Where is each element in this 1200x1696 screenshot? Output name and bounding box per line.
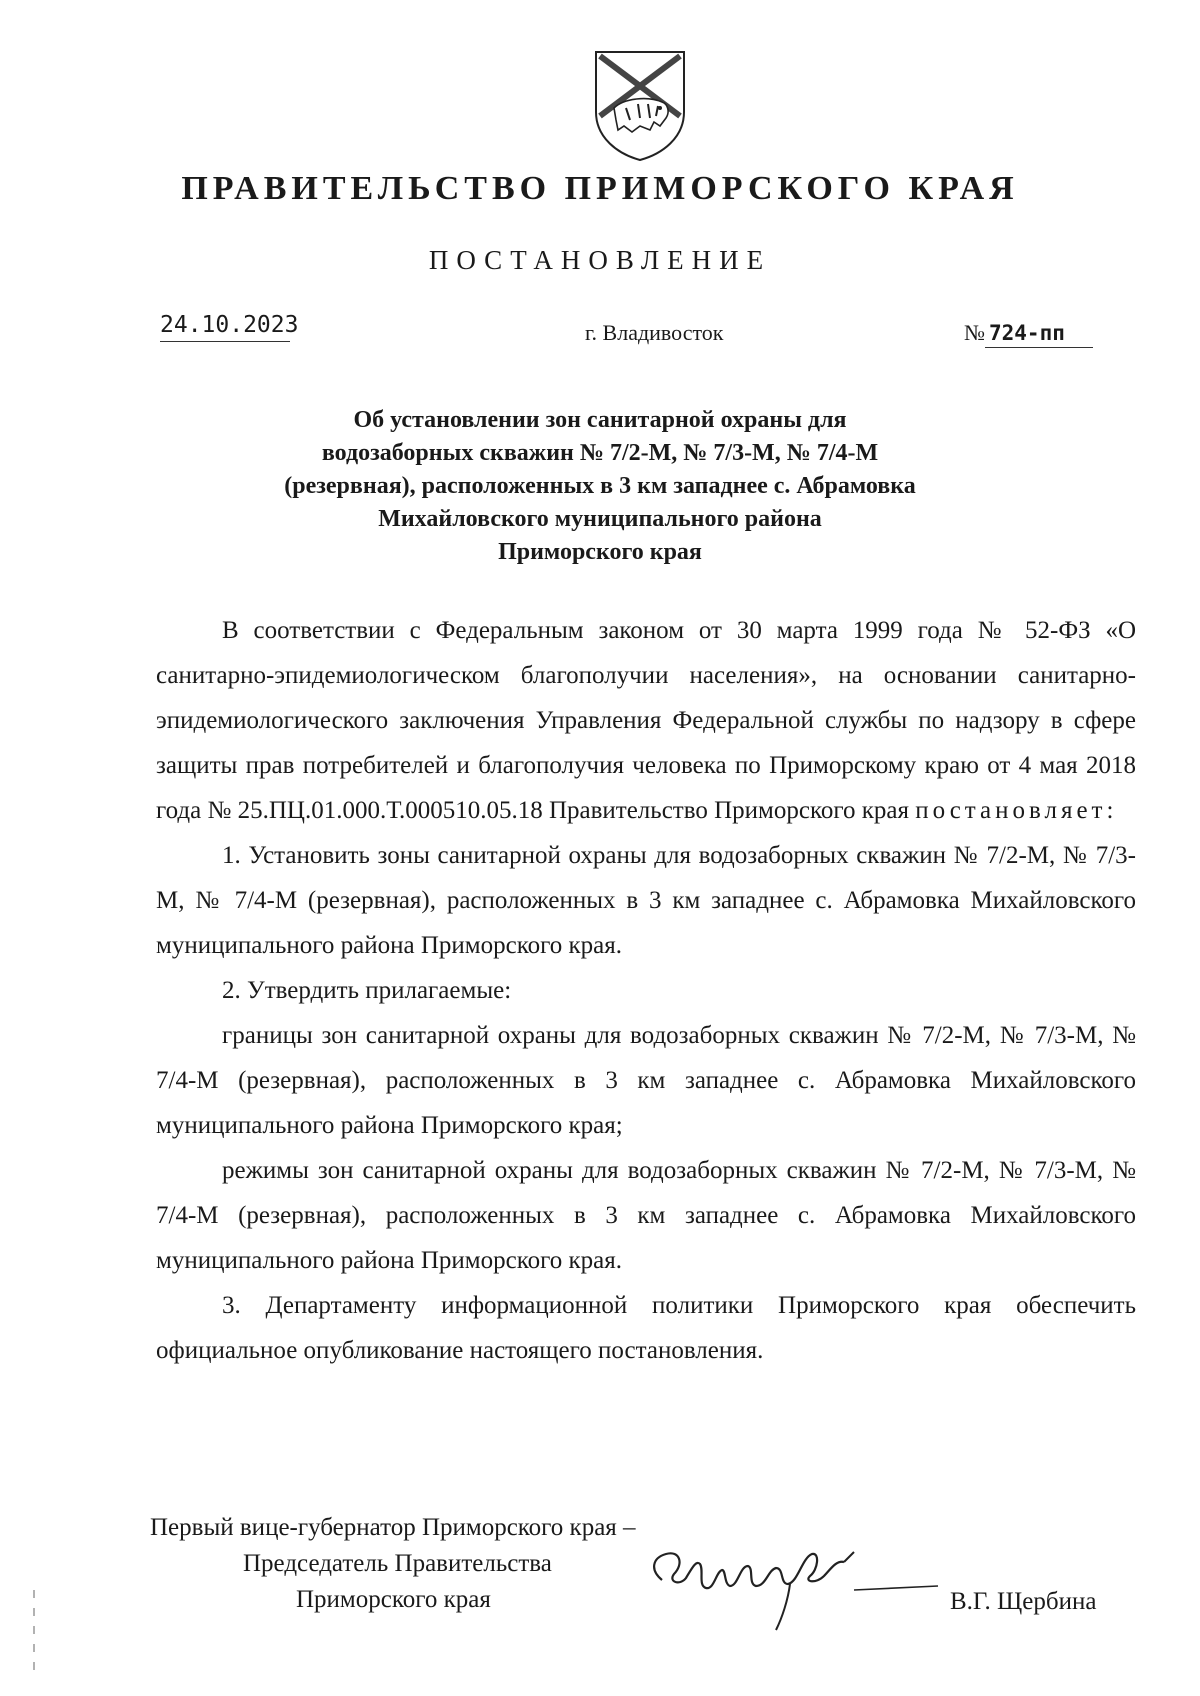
subject-line: Михайловского муниципального района bbox=[378, 506, 822, 532]
document-body bbox=[156, 608, 1136, 1373]
coat-of-arms-icon bbox=[590, 46, 690, 164]
number-prefix: № bbox=[964, 320, 985, 345]
subject-line: (резервная), расположенных в 3 км западнее с. Абрамовка bbox=[284, 473, 916, 499]
document-number bbox=[964, 320, 1093, 346]
handwritten-signature bbox=[640, 1530, 940, 1640]
item-2-paragraph: 2. Утвердить прилагаемые: bbox=[222, 977, 512, 1004]
document-date: 24.10.2023 bbox=[160, 312, 290, 342]
document-city: г. Владивосток bbox=[585, 320, 724, 345]
item-1-paragraph: 1. Установить зоны санитарной охраны для водозаборных скважин № 7/2-М, № 7/3-М, № 7/4-М (резервная), расположенных в 3 км западнее с. Абрамовка Михайловского муниципального района Приморского края. bbox=[156, 842, 1136, 959]
document-subject bbox=[200, 404, 1000, 569]
subject-line: водозаборных скважин № 7/2-М, № 7/3-М, № 7/4-М bbox=[321, 440, 879, 466]
margin-marks bbox=[32, 1590, 36, 1680]
signatory-name: В.Г. Щербина bbox=[950, 1588, 1097, 1615]
government-title: ПРАВИТЕЛЬСТВО ПРИМОРСКОГО КРАЯ bbox=[181, 170, 1019, 207]
item-3-paragraph: 3. Департаменту информационной политики Приморского края обеспечить официальное опубликование настоящего постановления. bbox=[156, 1292, 1136, 1364]
position-line: Председатель Правительства bbox=[243, 1550, 552, 1577]
subject-line: Об установлении зон санитарной охраны для bbox=[353, 407, 847, 433]
subject-line: Приморского края bbox=[498, 539, 702, 565]
preamble-paragraph bbox=[156, 608, 1136, 833]
item-2a-paragraph: границы зон санитарной охраны для водозаборных скважин № 7/2-М, № 7/3-М, № 7/4-М (резервная), расположенных в 3 км западнее с. Абрамовка Михайловского муниципального района Приморского края; bbox=[156, 1022, 1136, 1139]
item-2b-paragraph: режимы зон санитарной охраны для водозаборных скважин № 7/2-М, № 7/3-М, № 7/4-М (резервная), расположенных в 3 км западнее с. Абрамовка Михайловского муниципального района Приморского края. bbox=[156, 1157, 1136, 1274]
document-type: ПОСТАНОВЛЕНИЕ bbox=[428, 245, 772, 275]
resolves-word: постановляет: bbox=[915, 797, 1118, 824]
number-value: 724-пп bbox=[985, 321, 1093, 348]
signatory-position bbox=[150, 1510, 636, 1618]
position-line: Первый вице-губернатор Приморского края – bbox=[150, 1514, 636, 1541]
preamble-text: В соответствии с Федеральным законом от 30 марта 1999 года № 52-ФЗ «О санитарно-эпидемиологическом благополучии населения», на основании санитарно-эпидемиологического заключения Управления Федеральной службы по надзору в сфере защиты прав потребителей и благополучия человека по Приморскому краю от 4 мая 2018 года № 25.ПЦ.01.000.Т.000510.05.18 Правительство Приморского края bbox=[156, 617, 1136, 824]
position-line: Приморского края bbox=[296, 1586, 491, 1613]
